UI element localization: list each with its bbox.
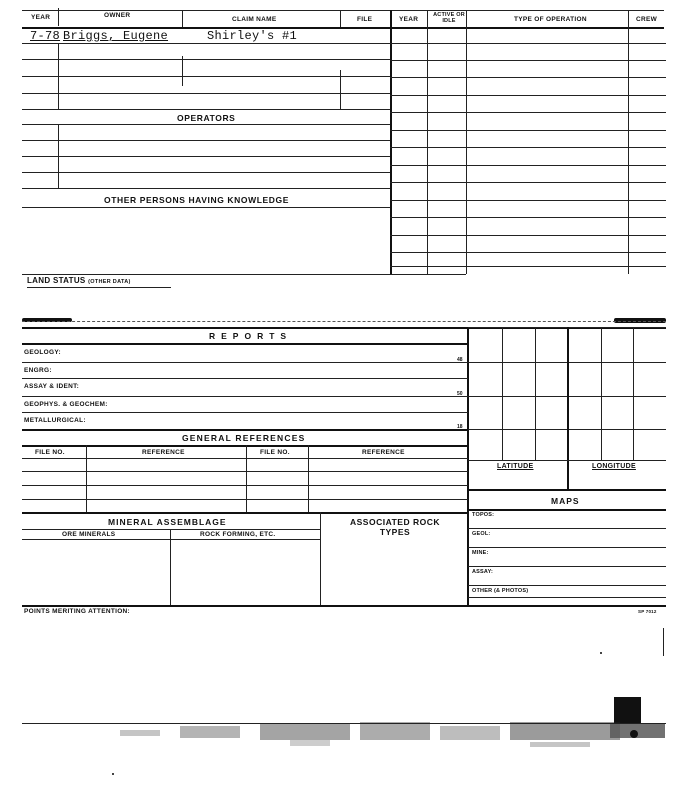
grid-col-center (567, 327, 569, 489)
gr-bottom-rule (22, 512, 468, 514)
right-row-line (390, 235, 666, 236)
right-row-line (390, 200, 666, 201)
row-line (22, 207, 390, 208)
scan-noise-band (110, 722, 670, 762)
right-row-line (390, 60, 666, 61)
right-row-line (390, 252, 666, 253)
maps-title: MAPS (551, 496, 580, 506)
right-row-line (390, 43, 666, 44)
report-label-geology: GEOLOGY: (24, 349, 61, 356)
report-label-metallurgical: METALLURGICAL: (24, 417, 86, 424)
scan-speck (112, 773, 114, 775)
row-line (22, 485, 468, 486)
gr-col-divider (86, 445, 87, 512)
gr-col-file-2: FILE NO. (260, 449, 290, 456)
row-line (468, 547, 666, 548)
row-line (22, 140, 390, 141)
longitude-label: LONGITUDE (592, 463, 636, 470)
row-line (22, 188, 390, 189)
header-active-idle: ACTIVE OR IDLE (433, 12, 465, 24)
row-line (22, 76, 390, 77)
section-divider (22, 321, 666, 322)
reports-title: REPORTS (209, 331, 293, 341)
ma-assoc-divider (320, 512, 321, 605)
row-line (468, 566, 666, 567)
row-line (22, 93, 390, 94)
header-year: YEAR (31, 14, 51, 21)
row-line (22, 124, 390, 125)
row-line (468, 597, 666, 598)
gr-col-divider (246, 445, 247, 512)
land-status-sublabel: (OTHER DATA) (88, 279, 131, 285)
registration-block (614, 697, 641, 723)
ma-header-rule (22, 529, 320, 530)
row-line (22, 172, 390, 173)
row-line (22, 156, 390, 157)
right-row-line (390, 165, 666, 166)
report-label-geophys: GEOPHYS. & GEOCHEM: (24, 401, 108, 408)
mineral-assemblage-title: MINERAL ASSEMBLAGE (108, 517, 227, 527)
file-col-divider (340, 70, 341, 109)
row-line (22, 362, 468, 363)
land-status-label (27, 276, 131, 285)
entry-claim-name: Shirley's #1 (207, 29, 298, 43)
maps-other: OTHER (& PHOTOS) (472, 588, 529, 594)
grid-bottom-rule (468, 489, 666, 491)
header-type-of-operation: TYPE OF OPERATION (514, 16, 587, 23)
right-row-line (390, 182, 666, 183)
margin-mark (663, 628, 664, 656)
report-code-metallurgical: 18 (457, 424, 463, 430)
row-line (22, 43, 390, 44)
scan-speck (600, 652, 602, 654)
row-line (468, 528, 666, 529)
right-row-line (390, 77, 666, 78)
associated-rock-types-title: ASSOCIATED ROCK TYPES (350, 517, 440, 537)
report-label-assay: ASSAY & IDENT: (24, 383, 80, 390)
gr-col-divider (308, 445, 309, 512)
row-line (468, 585, 666, 586)
maps-mine: MINE: (472, 550, 489, 556)
reports-header-rule (22, 343, 468, 345)
gr-col-file-1: FILE NO. (35, 449, 65, 456)
gr-col-ref-1: REFERENCE (142, 449, 185, 456)
land-status-title: LAND STATUS (27, 276, 86, 285)
row-line (22, 429, 468, 431)
report-code-geology: 48 (457, 357, 463, 363)
top-border (22, 10, 664, 11)
maps-header-rule (468, 509, 666, 511)
grid-col (535, 327, 536, 460)
right-row-line (390, 266, 666, 267)
row-line (22, 471, 468, 472)
row-line (22, 499, 468, 500)
points-meriting-attention-label: POINTS MERITING ATTENTION: (24, 608, 131, 615)
grid-col (633, 327, 634, 460)
row-line (22, 59, 390, 60)
gr-header-rule (22, 445, 468, 447)
other-persons-label: OTHER PERSONS HAVING KNOWLEDGE (104, 195, 290, 205)
right-row-line (390, 130, 666, 131)
reports-right-divider (467, 327, 469, 607)
maps-assay: ASSAY: (472, 569, 494, 575)
header-claim-name: CLAIM NAME (232, 16, 277, 23)
header-owner: OWNER (104, 12, 131, 19)
row-line (22, 412, 468, 413)
ma-subheader-rule (22, 539, 320, 540)
operators-col-divider (58, 124, 59, 188)
row-line (22, 109, 390, 110)
right-row-line (390, 112, 666, 113)
gr-col-ref-2: REFERENCE (362, 449, 405, 456)
right-row-line (390, 95, 666, 96)
grid-col (502, 327, 503, 460)
ma-col-rock: ROCK FORMING, ETC. (200, 531, 276, 538)
maps-geol: GEOL: (472, 531, 491, 537)
report-label-engrg: ENGRG: (24, 367, 52, 374)
entry-year: 7-78 (30, 29, 61, 43)
ma-col-divider (170, 529, 171, 605)
report-code-assay: 50 (457, 391, 463, 397)
ma-bottom-rule (22, 605, 666, 607)
header-divider (340, 10, 341, 27)
top-table-bottom-rule (22, 274, 466, 275)
header-year-2: YEAR (399, 16, 419, 23)
grid-col (601, 327, 602, 460)
latitude-label: LATITUDE (497, 463, 534, 470)
grid-line (468, 460, 666, 461)
header-divider (182, 10, 183, 27)
header-crew: CREW (636, 16, 658, 23)
row-line (22, 458, 468, 459)
header-divider (58, 8, 59, 26)
row-line (22, 396, 468, 397)
scan-speck (630, 730, 638, 738)
maps-topos: TOPOS: (472, 512, 495, 518)
row-line (22, 378, 468, 379)
operators-label: OPERATORS (177, 113, 236, 123)
owner-col-divider (58, 43, 59, 109)
entry-owner: Briggs, Eugene (63, 29, 169, 43)
claim-col-divider (182, 56, 183, 86)
general-references-title: GENERAL REFERENCES (182, 433, 306, 443)
header-file: FILE (357, 16, 373, 23)
right-row-line (390, 147, 666, 148)
form-number: SP 7012 (638, 609, 657, 614)
right-row-line (390, 217, 666, 218)
ma-col-ore: ORE MINERALS (62, 531, 116, 538)
land-status-underline (27, 287, 171, 288)
